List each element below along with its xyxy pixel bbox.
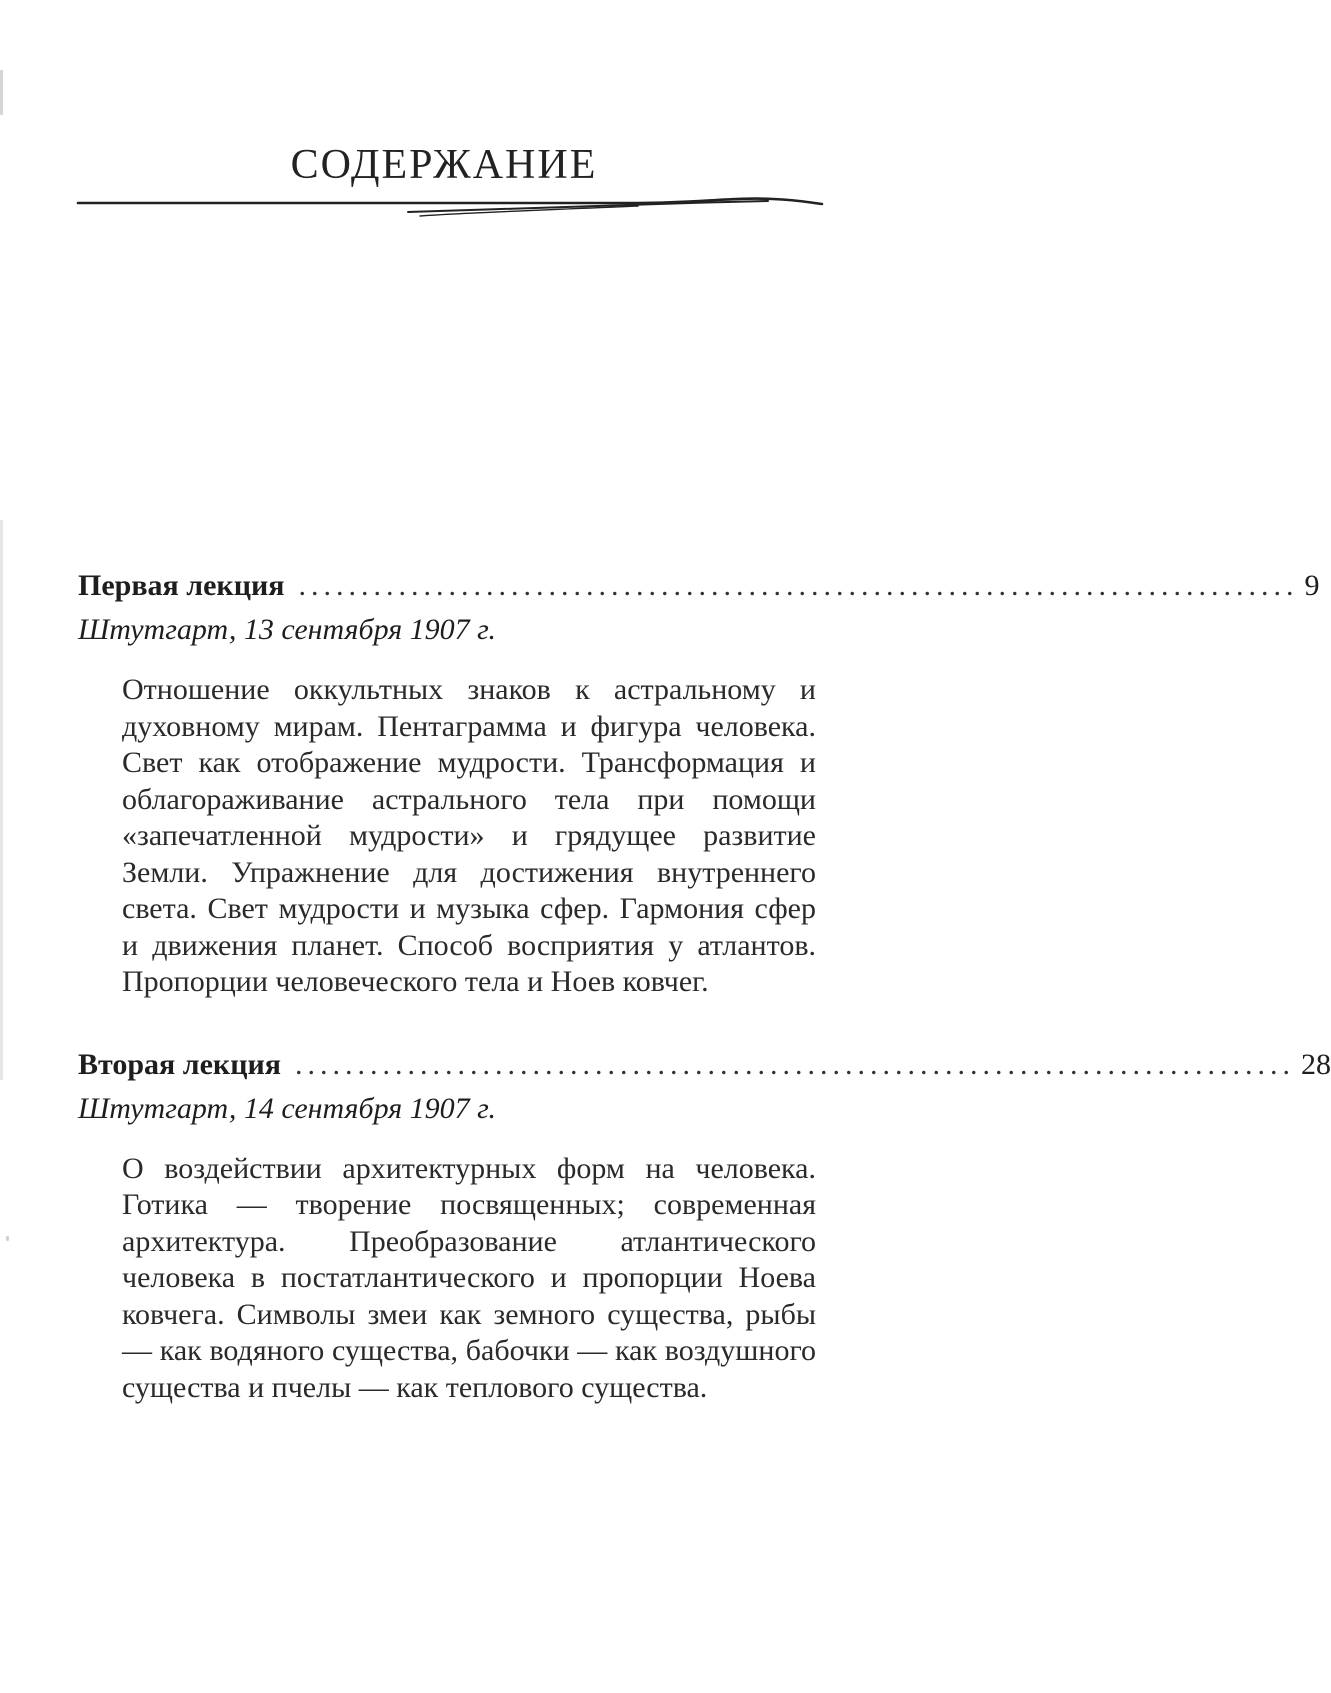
page-title: СОДЕРЖАНИЕ [290,142,598,188]
toc-entry-first-lecture [78,566,1320,1001]
dot-leader: ................................................................................ [295,1047,1295,1081]
table-of-contents [78,566,1331,1450]
toc-entry-second-lecture [78,1045,1331,1407]
dot-leader: ................................................................................ [298,569,1299,602]
scan-edge-mark [0,520,3,1080]
title-flourish-ornament [78,196,824,230]
page-header [0,0,1000,240]
lecture-abstract: Отношение оккультных знаков к астральному и духовному мирам. Пентаграмма и фигура человека. Свет как отображение мудрости. Трансформация и облагораживание астрального тела при помощи «запечатленной мудрости» и грядущее развитие Земли. Упражнение для достижения внутреннего света. Свет мудрости и музыка сфер. Гармония сфер и движения планет. Способ восприятия у атлантов. Пропорции человеческого тела и Ноев ковчег. [122,673,816,998]
scan-speck [6,1236,9,1241]
lecture-title: Вторая лекция [78,1047,281,1081]
page-number: 28 [1301,1047,1331,1081]
page-number: 9 [1304,569,1320,602]
lecture-place-date: Штутгарт, 14 сентября 1907 г. [78,1091,496,1125]
lecture-abstract: О воздействии архитектурных форм на человека. Готика — творение посвященных; современная архитектура. Преобразование атлантического человека в постатлантического и пропорции Ноева ковчега. Символы змеи как земного существа, рыбы — как водяного существа, бабочки — как воздушного существа и пчелы — как теплового существа. [122,1151,816,1404]
toc-entry-heading [78,566,1320,606]
toc-entry-heading [78,1045,1331,1085]
lecture-title: Первая лекция [78,569,285,602]
lecture-place-date: Штутгарт, 13 сентября 1907 г. [78,613,496,646]
